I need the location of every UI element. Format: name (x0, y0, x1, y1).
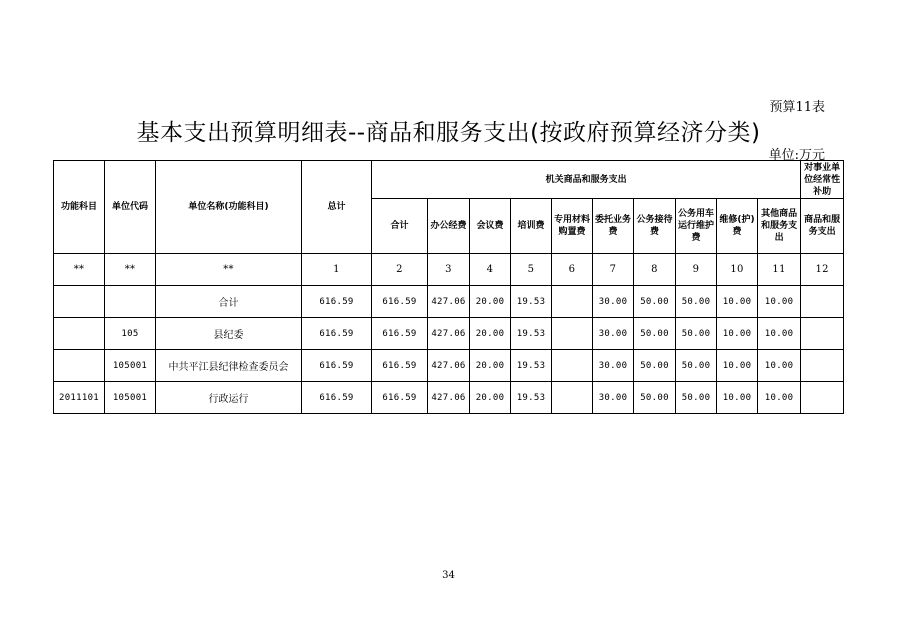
index-cell: 8 (634, 254, 676, 286)
cell-entrusted: 30.00 (593, 318, 634, 350)
cell-unit-code: 105001 (105, 350, 156, 382)
cell-total: 616.59 (302, 286, 372, 318)
table-row (54, 318, 844, 350)
cell-vehicle: 50.00 (676, 382, 717, 414)
cell-materials (552, 382, 593, 414)
index-cell: 6 (552, 254, 593, 286)
cell-reception: 50.00 (634, 286, 676, 318)
header-func-subject: 功能科目 (54, 161, 105, 254)
cell-entrusted: 30.00 (593, 350, 634, 382)
header-unit-code: 单位代码 (105, 161, 156, 254)
cell-meeting: 20.00 (470, 318, 511, 350)
cell-subtotal: 616.59 (372, 382, 428, 414)
index-cell: 11 (758, 254, 801, 286)
cell-other: 10.00 (758, 318, 801, 350)
cell-goods-services (801, 286, 844, 318)
cell-training: 19.53 (511, 350, 552, 382)
cell-meeting: 20.00 (470, 350, 511, 382)
index-cell: 12 (801, 254, 844, 286)
header-unit-name: 单位名称(功能科目) (156, 161, 302, 254)
cell-func-subject (54, 350, 105, 382)
cell-meeting: 20.00 (470, 382, 511, 414)
cell-total: 616.59 (302, 350, 372, 382)
header-sub-goods-services: 商品和服务支出 (801, 199, 844, 254)
cell-training: 19.53 (511, 318, 552, 350)
cell-reception: 50.00 (634, 350, 676, 382)
index-cell: 9 (676, 254, 717, 286)
index-cell: 1 (302, 254, 372, 286)
index-cell: 5 (511, 254, 552, 286)
header-total: 总计 (302, 161, 372, 254)
cell-vehicle: 50.00 (676, 286, 717, 318)
cell-unit-name: 县纪委 (156, 318, 302, 350)
cell-total: 616.59 (302, 318, 372, 350)
cell-office: 427.06 (428, 350, 470, 382)
cell-unit-code: 105001 (105, 382, 156, 414)
cell-func-subject (54, 318, 105, 350)
header-sub-office: 办公经费 (428, 199, 470, 254)
cell-func-subject: 2011101 (54, 382, 105, 414)
cell-other: 10.00 (758, 286, 801, 318)
cell-other: 10.00 (758, 350, 801, 382)
index-cell: 4 (470, 254, 511, 286)
cell-unit-code: 105 (105, 318, 156, 350)
cell-vehicle: 50.00 (676, 350, 717, 382)
cell-office: 427.06 (428, 318, 470, 350)
header-sub-reception: 公务接待费 (634, 199, 676, 254)
header-sub-other: 其他商品和服务支出 (758, 199, 801, 254)
cell-office: 427.06 (428, 286, 470, 318)
cell-maintenance: 10.00 (717, 350, 758, 382)
cell-unit-name: 行政运行 (156, 382, 302, 414)
header-sub-materials: 专用材料购置费 (552, 199, 593, 254)
cell-reception: 50.00 (634, 382, 676, 414)
header-group-public-subsidy: 对事业单位经常性补助 (801, 161, 844, 199)
table-row (54, 286, 844, 318)
cell-subtotal: 616.59 (372, 286, 428, 318)
cell-training: 19.53 (511, 286, 552, 318)
cell-func-subject (54, 286, 105, 318)
cell-entrusted: 30.00 (593, 382, 634, 414)
cell-reception: 50.00 (634, 318, 676, 350)
cell-goods-services (801, 318, 844, 350)
index-cell: 10 (717, 254, 758, 286)
unit-label: 单位:万元 (768, 148, 825, 163)
index-cell: 3 (428, 254, 470, 286)
cell-vehicle: 50.00 (676, 318, 717, 350)
header-sub-entrusted: 委托业务费 (593, 199, 634, 254)
header-sub-meeting: 会议费 (470, 199, 511, 254)
cell-maintenance: 10.00 (717, 286, 758, 318)
cell-meeting: 20.00 (470, 286, 511, 318)
cell-unit-code (105, 286, 156, 318)
cell-unit-name: 中共平江县纪律检查委员会 (156, 350, 302, 382)
cell-goods-services (801, 382, 844, 414)
cell-goods-services (801, 350, 844, 382)
header-sub-vehicle: 公务用车运行维护费 (676, 199, 717, 254)
index-row (54, 254, 844, 286)
index-cell: ** (105, 254, 156, 286)
cell-subtotal: 616.59 (372, 350, 428, 382)
header-group-org-spending: 机关商品和服务支出 (372, 161, 801, 199)
table-row (54, 382, 844, 414)
index-cell: 7 (593, 254, 634, 286)
cell-subtotal: 616.59 (372, 318, 428, 350)
page-number: 34 (442, 570, 455, 581)
header-sub-subtotal: 合计 (372, 199, 428, 254)
cell-training: 19.53 (511, 382, 552, 414)
index-cell: 2 (372, 254, 428, 286)
cell-materials (552, 318, 593, 350)
cell-maintenance: 10.00 (717, 318, 758, 350)
cell-unit-name: 合计 (156, 286, 302, 318)
table-row (54, 350, 844, 382)
cell-maintenance: 10.00 (717, 382, 758, 414)
cell-other: 10.00 (758, 382, 801, 414)
cell-office: 427.06 (428, 382, 470, 414)
cell-materials (552, 286, 593, 318)
cell-total: 616.59 (302, 382, 372, 414)
index-cell: ** (54, 254, 105, 286)
index-cell: ** (156, 254, 302, 286)
header-sub-training: 培训费 (511, 199, 552, 254)
cell-materials (552, 350, 593, 382)
budget-table (53, 160, 844, 414)
table-number-label: 预算11表 (769, 100, 825, 115)
cell-entrusted: 30.00 (593, 286, 634, 318)
document-title: 基本支出预算明细表--商品和服务支出(按政府预算经济分类) (136, 120, 761, 146)
header-sub-maintenance: 维修(护)费 (717, 199, 758, 254)
